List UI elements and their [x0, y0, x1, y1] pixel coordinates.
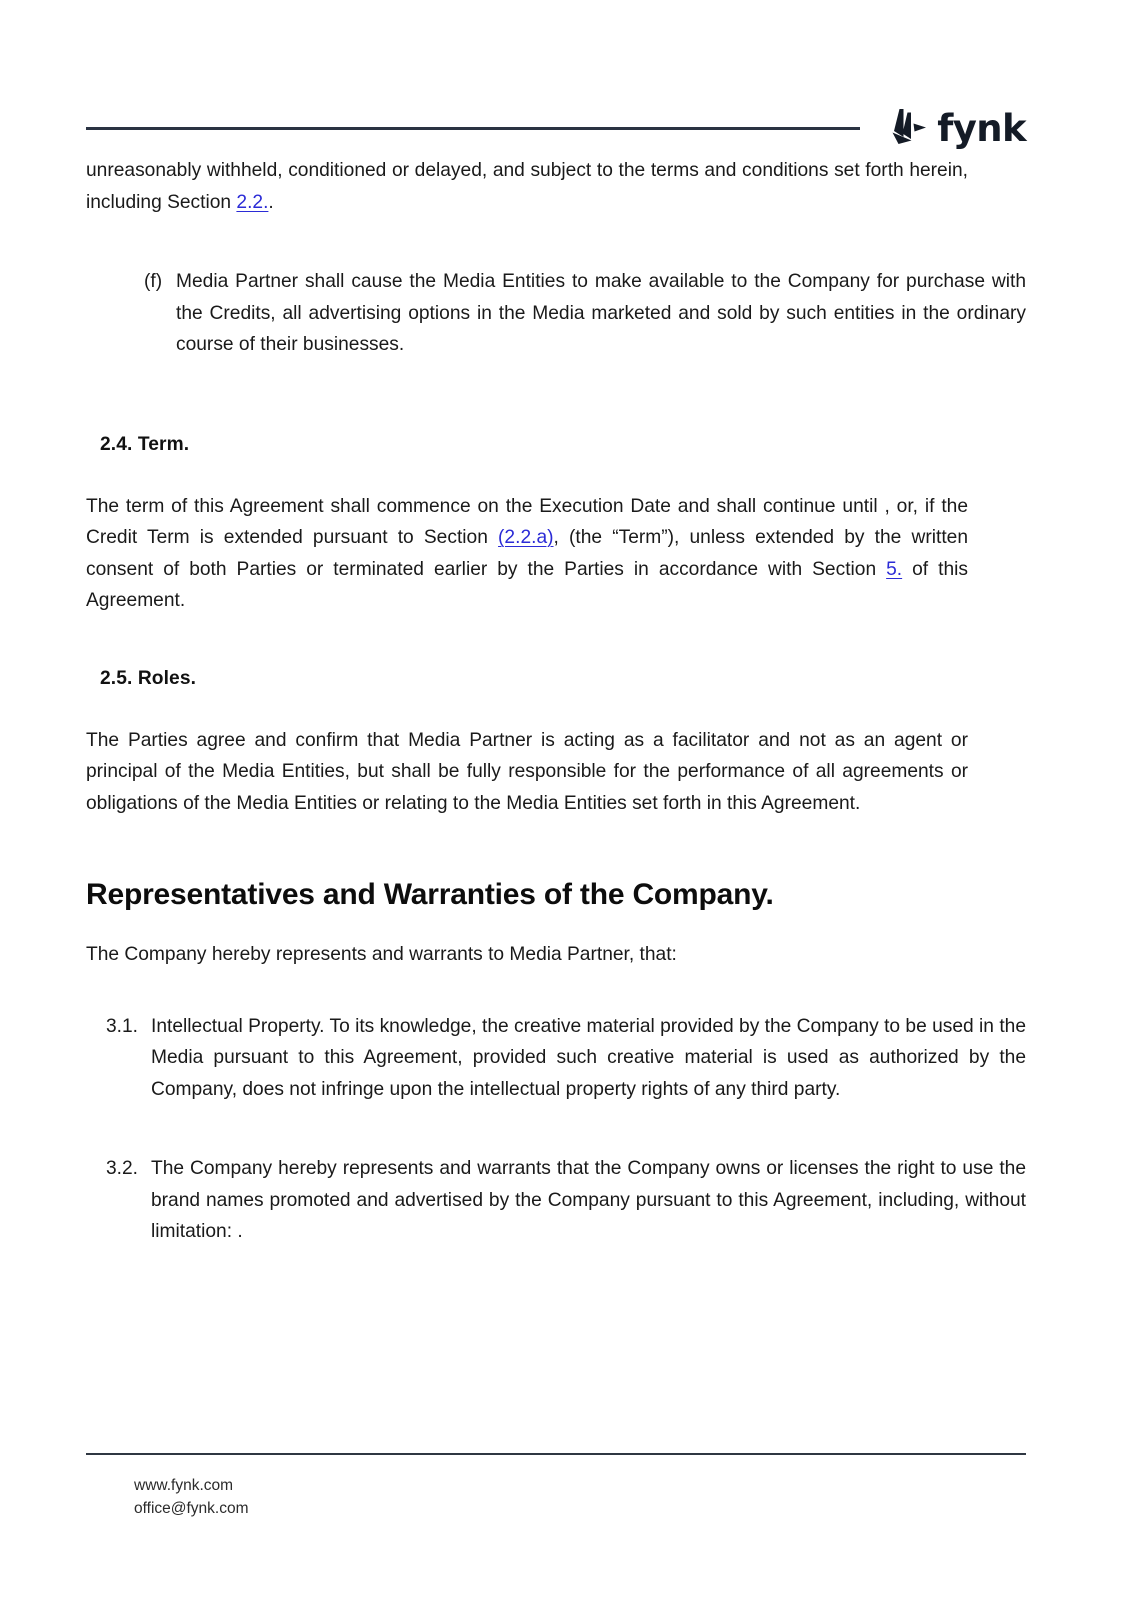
section-2-4-text-part-2: , (the “Term”), unless extended by the written consent of both Parties or terminated earlier by the Parties in accordance with Section [86, 527, 968, 580]
continued-paragraph [86, 155, 968, 218]
section-2-4-text-part-1: The term of this Agreement shall commence on the Execution Date and shall continue until , or, if the Credit Term is extended pursuant to Section [86, 495, 968, 548]
header-divider-line [86, 127, 860, 130]
section-2-5-heading: 2.5. Roles. [100, 667, 197, 689]
page-footer [86, 1453, 1026, 1520]
section-2-5-paragraph: The Parties agree and confirm that Media Partner is acting as a facilitator and not as an agent or principal of the Media Entities, but shall be fully responsible for the performance of all agreements or obligations of the Media Entities or relating to the Media Entities set forth in this Agreement. [86, 729, 968, 814]
footer-contact-block [134, 1474, 1026, 1520]
clause-3-1-text: Intellectual Property. To its knowledge, the creative material provided by the Company to be used in the Media pursuant to this Agreement, provided such creative material is used as authorized by the Company, does not infringe upon the intellectual property rights of any third party. [151, 1015, 1026, 1100]
footer-website[interactable]: www.fynk.com [134, 1477, 234, 1494]
page-header [86, 98, 1026, 156]
article-3-heading: Representatives and Warranties of the Company. [86, 878, 774, 911]
clause-3-2-marker: 3.2. [106, 1158, 139, 1179]
section-2-2-link[interactable]: 2.2. [236, 191, 269, 213]
clause-f-marker: (f) [144, 271, 163, 292]
section-5-link[interactable]: 5. [886, 558, 903, 580]
clause-f [144, 266, 1026, 361]
brand-logo [882, 106, 1026, 150]
article-3-lead-in: The Company hereby represents and warrants to Media Partner, that: [86, 944, 677, 965]
clause-3-1-marker: 3.1. [106, 1015, 139, 1037]
fynk-bird-logo-icon [882, 107, 928, 147]
section-2-4-paragraph [86, 491, 968, 617]
clause-3-2 [106, 1153, 1026, 1248]
clause-f-text: Media Partner shall cause the Media Entities to make available to the Company for purchase with the Credits, all advertising options in the Media marketed and sold by such entities in the ordinary course of their businesses. [176, 271, 1026, 355]
clause-3-2-text: The Company hereby represents and warrants that the Company owns or licenses the right to use the brand names promoted and advertised by the Company pursuant to this Agreement, including, without limitation: . [151, 1158, 1026, 1242]
section-2-4-heading: 2.4. Term. [100, 433, 190, 455]
section-2-4-text-part-3: of this Agreement. [86, 558, 968, 611]
clause-3-1 [106, 1011, 1026, 1106]
continued-paragraph-text-before: unreasonably withheld, conditioned or delayed, and subject to the terms and conditions set forth herein, including Section [86, 160, 968, 213]
section-2-2-a-link[interactable]: (2.2.a) [498, 527, 554, 548]
brand-name: fynk [937, 106, 1026, 150]
continued-paragraph-text-after: . [268, 191, 274, 213]
footer-divider-line [86, 1453, 1026, 1455]
document-content [86, 155, 1026, 1248]
footer-email[interactable]: office@fynk.com [134, 1500, 249, 1517]
